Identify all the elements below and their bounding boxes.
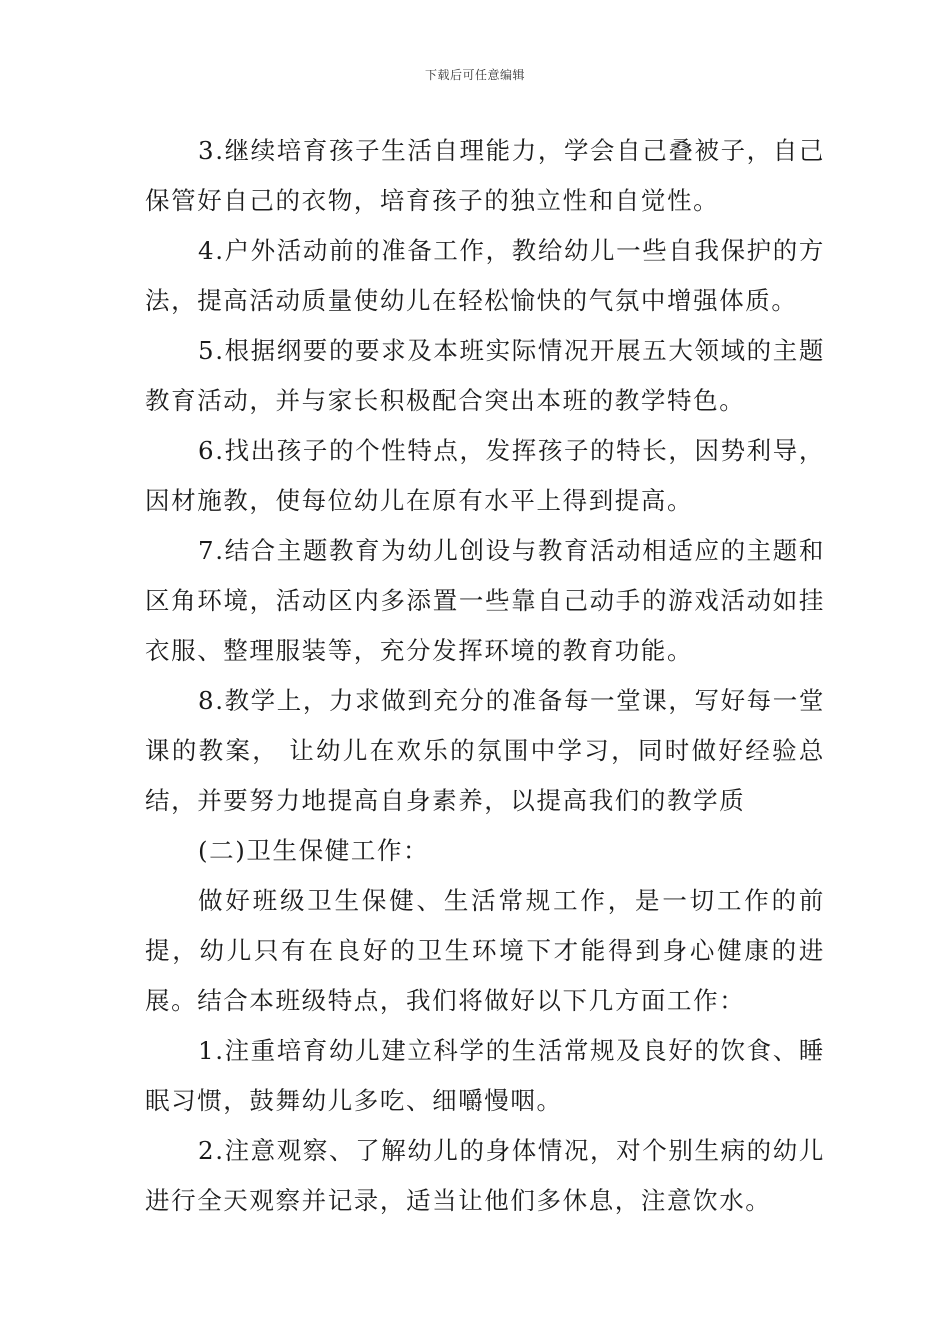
paragraph-item-6: 6.找出孩子的个性特点，发挥孩子的特长，因势利导，因材施教，使每位幼儿在原有水平上得到提高。 <box>145 436 825 515</box>
paragraph-item-5: 5.根据纲要的要求及本班实际情况开展五大领域的主题教育活动，并与家长积极配合突出本班的教学特色。 <box>145 336 825 415</box>
document-body <box>145 126 825 1226</box>
paragraph-hygiene-intro: 做好班级卫生保健、生活常规工作，是一切工作的前提，幼儿只有在良好的卫生环境下才能得到身心健康的进展。结合本班级特点，我们将做好以下几方面工作： <box>145 886 825 1015</box>
paragraph-item-3: 3.继续培育孩子生活自理能力，学会自己叠被子，自己保管好自己的衣物，培育孩子的独立性和自觉性。 <box>145 136 825 215</box>
paragraph-hygiene-item-1: 1.注重培育幼儿建立科学的生活常规及良好的饮食、睡眠习惯，鼓舞幼儿多吃、细嚼慢咽。 <box>145 1036 825 1115</box>
section-heading-hygiene: (二)卫生保健工作： <box>198 836 430 865</box>
page-header: 下载后可任意编辑 <box>424 68 525 82</box>
paragraph-item-8: 8.教学上，力求做到充分的准备每一堂课，写好每一堂课的教案， 让幼儿在欢乐的氛围中学习，同时做好经验总结，并要努力地提高自身素养，以提高我们的教学质 <box>145 686 825 815</box>
paragraph-item-4: 4.户外活动前的准备工作，教给幼儿一些自我保护的方法，提高活动质量使幼儿在轻松愉快的气氛中增强体质。 <box>145 236 825 315</box>
paragraph-hygiene-item-2: 2.注意观察、了解幼儿的身体情况，对个别生病的幼儿进行全天观察并记录，适当让他们多休息，注意饮水。 <box>145 1136 825 1215</box>
paragraph-item-7: 7.结合主题教育为幼儿创设与教育活动相适应的主题和区角环境，活动区内多添置一些靠自己动手的游戏活动如挂衣服、整理服装等，充分发挥环境的教育功能。 <box>145 536 825 665</box>
